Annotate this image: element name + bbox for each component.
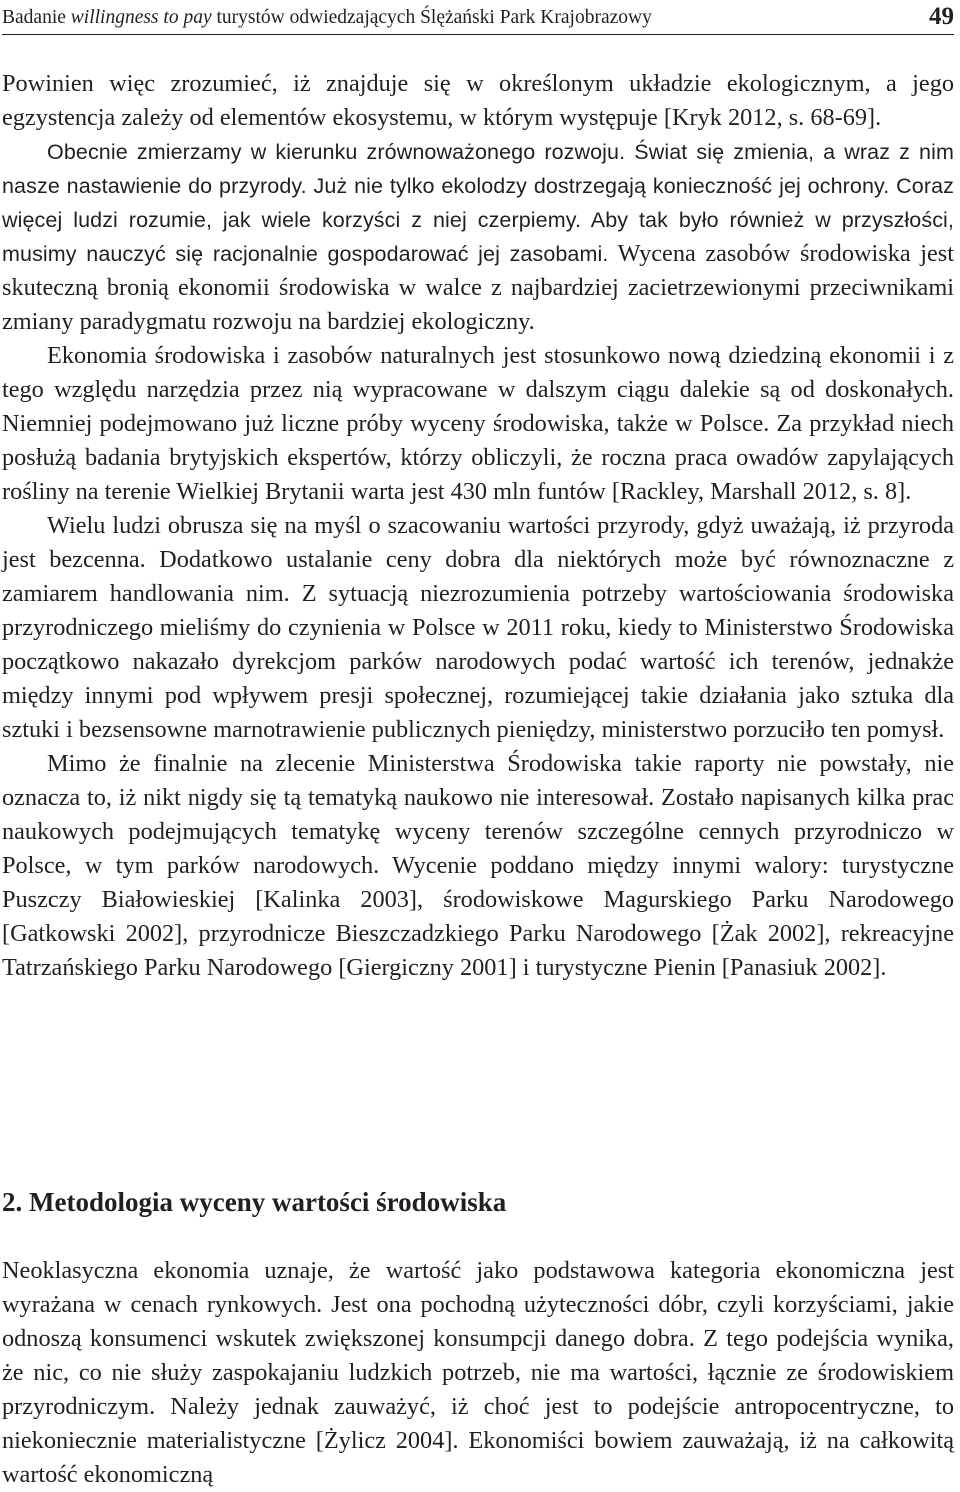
paragraph-2 xyxy=(2,135,954,339)
running-title-pre: Badanie xyxy=(2,7,71,28)
paragraph-2-serif-part: Wycena zasobów środowiska jest skuteczną bronią ekonomii środowiska w walce z najbardziej zacietrzewionymi przeciwnikami zmiany paradygmatu rozwoju na bardziej ekologiczny. xyxy=(2,240,955,335)
section-heading: 2. Metodologia wyceny wartości środowiska xyxy=(2,1187,507,1217)
running-title-italic: willingness to pay xyxy=(70,7,212,28)
body-text xyxy=(2,67,954,985)
running-title xyxy=(2,6,652,30)
paragraph-2-sans-part: Obecnie zmierzamy w kierunku zrównoważonego rozwoju. Świat się zmienia, a wraz z nim nasze nastawienie do przyrody. Już nie tylko ekolodzy dostrzegają konieczność jej ochrony. Coraz więcej ludzi rozumie, jak wiele korzyści z niej czerpiemy. Aby tak było również w przyszłości, musimy nauczyć się racjonalnie gospodarować jej zasobami. xyxy=(2,140,954,266)
running-header xyxy=(2,2,954,35)
paragraph-5: Mimo że finalnie na zlecenie Ministerstwa Środowiska takie raporty nie powstały, nie oznacza to, iż nikt nigdy się tą tematyką naukowo nie interesował. Zostało napisanych kilka prac naukowych podejmujących tematykę wyceny terenów szczególne cennych przyrodniczo w Polsce, w tym parków narodowych. Wycenie poddano między innymi walory: turystyczne Puszczy Białowieskiej [Kalinka 2003], środowiskowe Magurskiego Parku Narodowego [Gatkowski 2002], przyrodnicze Bieszczadzkiego Parku Narodowego [Żak 2002], rekreacyjne Tatrzańskiego Parku Narodowego [Giergiczny 2001] i turystyczne Pienin [Panasiuk 2002]. xyxy=(2,750,954,981)
paragraph-3: Ekonomia środowiska i zasobów naturalnych jest stosunkowo nową dziedziną ekonomii i z tego względu narzędzia przez nią wypracowane w dalszym ciągu dalekie są od doskonałych. Niemniej podejmowano już liczne próby wyceny środowiska, także w Polsce. Za przykład niech posłużą badania brytyjskich ekspertów, którzy obliczyli, że roczna praca owadów zapylających rośliny na terenie Wielkiej Brytanii warta jest 430 mln funtów [Rackley, Marshall 2012, s. 8]. xyxy=(2,342,954,505)
paragraph-1: Powinien więc zrozumieć, iż znajduje się w określonym układzie ekologicznym, a jego egzystencja zależy od elementów ekosystemu, w którym występuje [Kryk 2012, s. 68-69]. xyxy=(2,70,954,131)
section-paragraph-1: Neoklasyczna ekonomia uznaje, że wartość jako podstawowa kategoria ekonomiczna jest wyrażana w cenach rynkowych. Jest ona pochodną użyteczności dóbr, czyli korzyściami, jakie odnoszą konsumenci wskutek zwiększonej konsumpcji danego dobra. Z tego podejścia wynika, że nic, co nie służy zaspokajaniu ludzkich potrzeb, nie ma wartości, łącznie ze środowiskiem przyrodniczym. Należy jednak zauważyć, iż choć jest to podejście antropocentryczne, to niekoniecznie materialistyczne [Żylicz 2004]. Ekonomiści bowiem zauważają, iż na całkowitą wartość ekonomiczną xyxy=(2,1257,954,1488)
page-number: 49 xyxy=(929,3,954,30)
section-body xyxy=(2,1254,954,1492)
running-title-post: turystów odwiedzających Ślężański Park Krajobrazowy xyxy=(211,7,652,28)
paragraph-4: Wielu ludzi obrusza się na myśl o szacowaniu wartości przyrody, gdyż uważają, iż przyroda jest bezcenna. Dodatkowo ustalanie ceny dobra dla niektórych może być równoznaczne z zamiarem handlowania nim. Z sytuacją niezrozumienia potrzeby wartościowania środowiska przyrodniczego mieliśmy do czynienia w Polsce w 2011 roku, kiedy to Ministerstwo Środowiska początkowo nakazało dyrekcjom parków narodowych podać wartość ich terenów, jednakże między innymi pod wpływem presji społecznej, rozumiejącej takie działania jako sztuka dla sztuki i bezsensowne marnotrawienie publicznych pieniędzy, ministerstwo porzuciło ten pomysł. xyxy=(2,512,954,743)
